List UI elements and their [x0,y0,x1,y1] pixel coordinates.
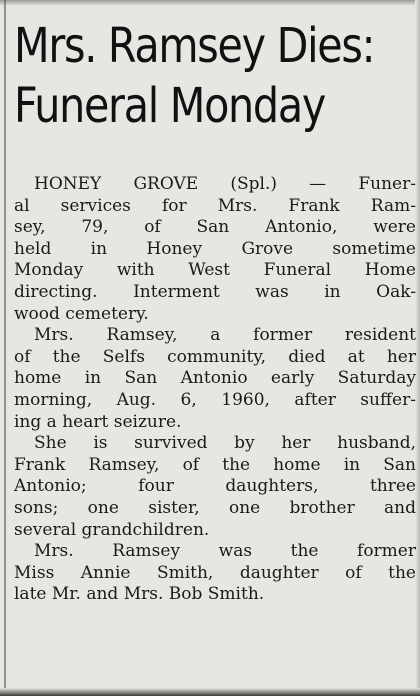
article-line: morning, Aug. 6, 1960, after suffer- [14,389,416,410]
article-line: Mrs. Ramsey was the former [34,541,416,562]
article-paragraph [14,325,416,433]
article-paragraph [14,541,416,606]
clipping-top-edge [0,0,420,6]
article-line: Miss Annie Smith, daughter of the [14,562,416,583]
article-paragraph [14,174,416,325]
article-line: home in San Antonio early Saturday [14,368,416,389]
article-line: HONEY GROVE (Spl.) — Funer- [34,174,416,194]
article-line: late Mr. and Mrs. Bob Smith. [14,584,265,605]
column-rule [4,0,6,696]
article-line: Antonio; four daughters, three [14,476,416,497]
article-body [14,174,416,606]
article-line: held in Honey Grove sometime [14,238,416,259]
article-paragraph [14,433,416,541]
article-line: wood cemetery. [14,303,149,324]
article-line: al services for Mrs. Frank Ram- [14,195,416,216]
article-line: ing a heart seizure. [14,411,182,432]
headline-line-1: Mrs. Ramsey Dies: [14,18,375,74]
article-line: Mrs. Ramsey, a former resident [34,325,416,346]
article-line: sons; one sister, one brother and [14,497,416,518]
headline-line-2: Funeral Monday [14,78,325,134]
article-line: several grandchildren. [14,519,210,540]
article-line: sey, 79, of San Antonio, were [14,217,416,238]
article-line: Frank Ramsey, of the home in San [14,454,416,475]
clipping-bottom-edge [0,688,420,696]
article-line: of the Selfs community, died at her [14,346,416,367]
headline [14,16,375,136]
article-line: directing. Interment was in Oak- [14,281,416,302]
article-line: She is survived by her husband, [34,433,416,454]
article-line: Monday with West Funeral Home [14,260,416,281]
